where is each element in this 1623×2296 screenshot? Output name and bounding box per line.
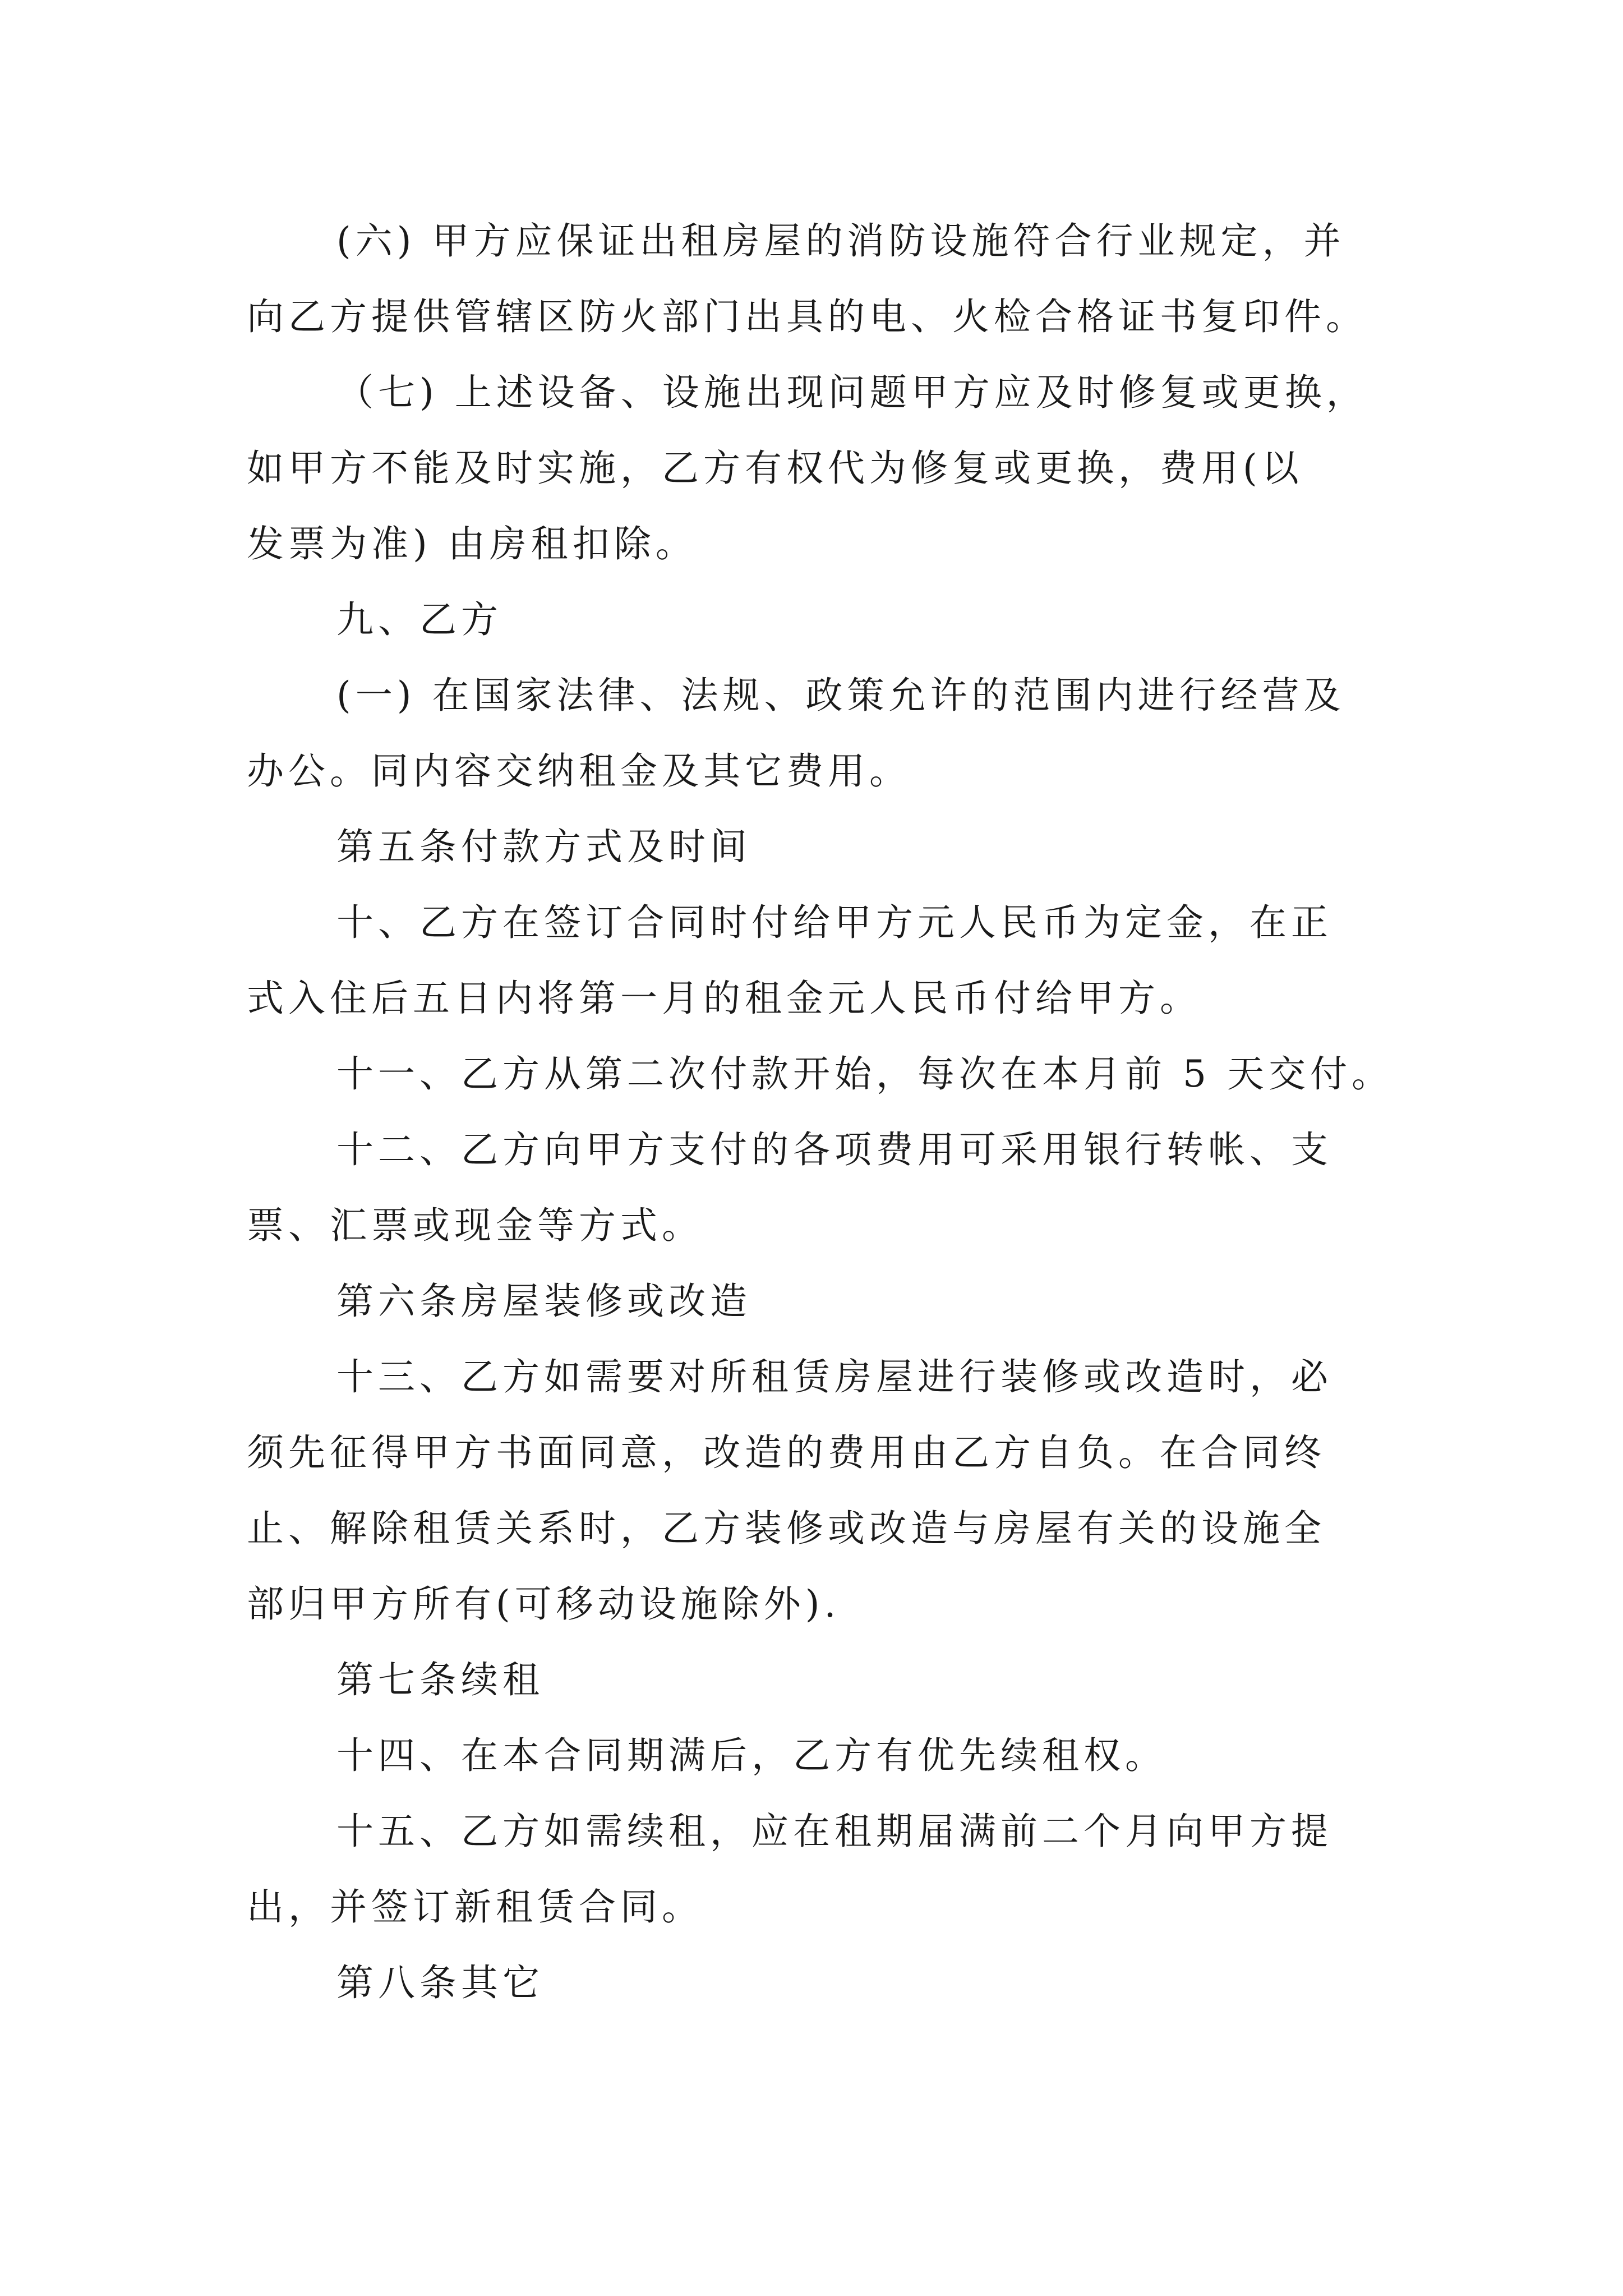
article-heading: 第五条付款方式及时间 xyxy=(336,825,751,868)
text-line: (六) 甲方应保证出租房屋的消防设施符合行业规定，并 xyxy=(336,219,1345,263)
text-line: 发票为准) 由房租扣除。 xyxy=(247,522,697,565)
text-line: 须先征得甲方书面同意，改造的费用由乙方自负。在合同终 xyxy=(247,1431,1326,1474)
article-heading: 第六条房屋装修或改造 xyxy=(336,1280,751,1323)
text-line: (一) 在国家法律、法规、政策允许的范围内进行经营及 xyxy=(336,674,1345,717)
text-line: 向乙方提供管辖区防火部门出具的电、火检合格证书复印件。 xyxy=(247,295,1367,338)
text-line: 十、乙方在签订合同时付给甲方元人民币为定金，在正 xyxy=(336,901,1332,944)
text-line: 十四、在本合同期满后，乙方有优先续租权。 xyxy=(336,1734,1166,1777)
text-line: 止、解除租赁关系时，乙方装修或改造与房屋有关的设施全 xyxy=(247,1507,1326,1550)
text-line: 十一、乙方从第二次付款开始，每次在本月前 5 天交付。 xyxy=(336,1052,1393,1096)
text-line: 部归甲方所有(可移动设施除外). xyxy=(247,1582,841,1626)
text-line: 式入住后五日内将第一月的租金元人民币付给甲方。 xyxy=(247,977,1201,1020)
section-heading: 九、乙方 xyxy=(336,598,502,641)
text-line: （七) 上述设备、设施出现问题甲方应及时修复或更换， xyxy=(336,371,1368,414)
article-heading: 第八条其它 xyxy=(336,1961,544,2004)
article-heading: 第七条续租 xyxy=(336,1658,544,1701)
text-line: 十二、乙方向甲方支付的各项费用可采用银行转帐、支 xyxy=(336,1128,1332,1171)
text-line: 如甲方不能及时实施，乙方有权代为修复或更换，费用(以 xyxy=(247,447,1303,490)
text-line: 出，并签订新租赁合同。 xyxy=(247,1885,703,1929)
text-line: 办公。同内容交纳租金及其它费用。 xyxy=(247,749,911,793)
text-line: 票、汇票或现金等方式。 xyxy=(247,1204,703,1247)
text-line: 十五、乙方如需续租，应在租期届满前二个月向甲方提 xyxy=(336,1810,1332,1853)
text-line: 十三、乙方如需要对所租赁房屋进行装修或改造时，必 xyxy=(336,1355,1332,1398)
